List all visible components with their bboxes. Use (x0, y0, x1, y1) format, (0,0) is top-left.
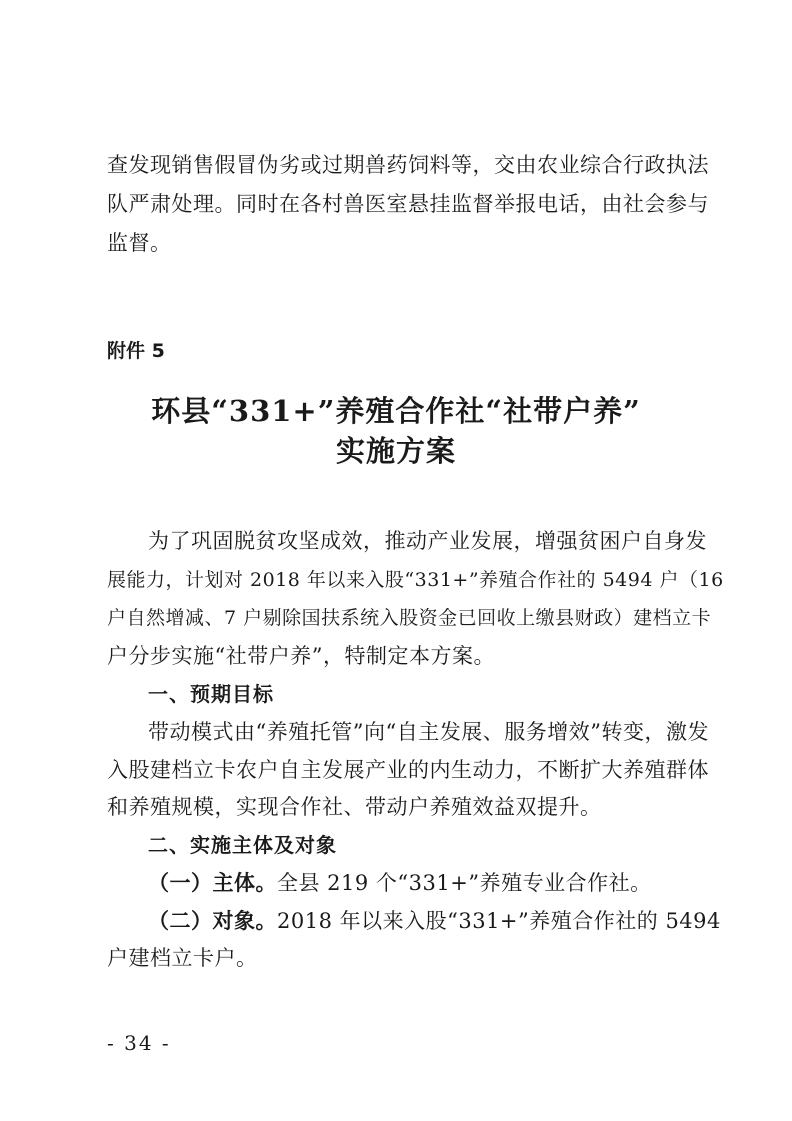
attachment-label: 附件 5 (107, 340, 165, 362)
intro-line-1: 为了巩固脱贫攻坚成效，推动产业发展，增强贫困户自身发 (148, 529, 707, 553)
section-2-item-2 (148, 906, 721, 936)
item-2-label: （二）对象。 (148, 909, 277, 933)
continuation-line-3: 监督。 (107, 231, 172, 255)
section-2-item-2-cont: 户建档立卡户。 (107, 946, 258, 970)
section-1-line-2: 入股建档立卡农户自主发展产业的内生动力，不断扩大养殖群体 (107, 758, 709, 782)
section-1-heading: 一、预期目标 (148, 682, 274, 706)
intro-line-4: 户分步实施“社带户养”，特制定本方案。 (107, 644, 495, 668)
title-line-2: 实施方案 (335, 434, 456, 468)
continuation-line-1: 查发现销售假冒伪劣或过期兽药饲料等，交由农业综合行政执法 (107, 153, 709, 177)
section-2-item-1 (148, 868, 692, 898)
item-1-text: 全县 219 个“331+”养殖专业合作社。 (277, 871, 652, 895)
section-1-line-3: 和养殖规模，实现合作社、带动户养殖效益双提升。 (107, 795, 602, 819)
section-1-line-1: 带动模式由“养殖托管”向“自主发展、服务增效”转变，激发 (148, 720, 709, 744)
intro-line-3: 户自然增减、7 户剔除国扶系统入股资金已回收上缴县财政）建档立卡 (107, 607, 712, 629)
intro-line-2: 展能力，计划对 2018 年以来入股“331+”养殖合作社的 5494 户（16 (107, 569, 724, 591)
continuation-line-2: 队严肃处理。同时在各村兽医室悬挂监督举报电话，由社会参与 (107, 192, 709, 216)
section-2-heading: 二、实施主体及对象 (148, 833, 337, 857)
item-2-text: 2018 年以来入股“331+”养殖合作社的 5494 (277, 909, 721, 933)
page-number: - 34 - (107, 1031, 171, 1055)
item-1-label: （一）主体。 (148, 871, 277, 895)
title-line-1: 环县“331+”养殖合作社“社带户养” (151, 394, 641, 428)
